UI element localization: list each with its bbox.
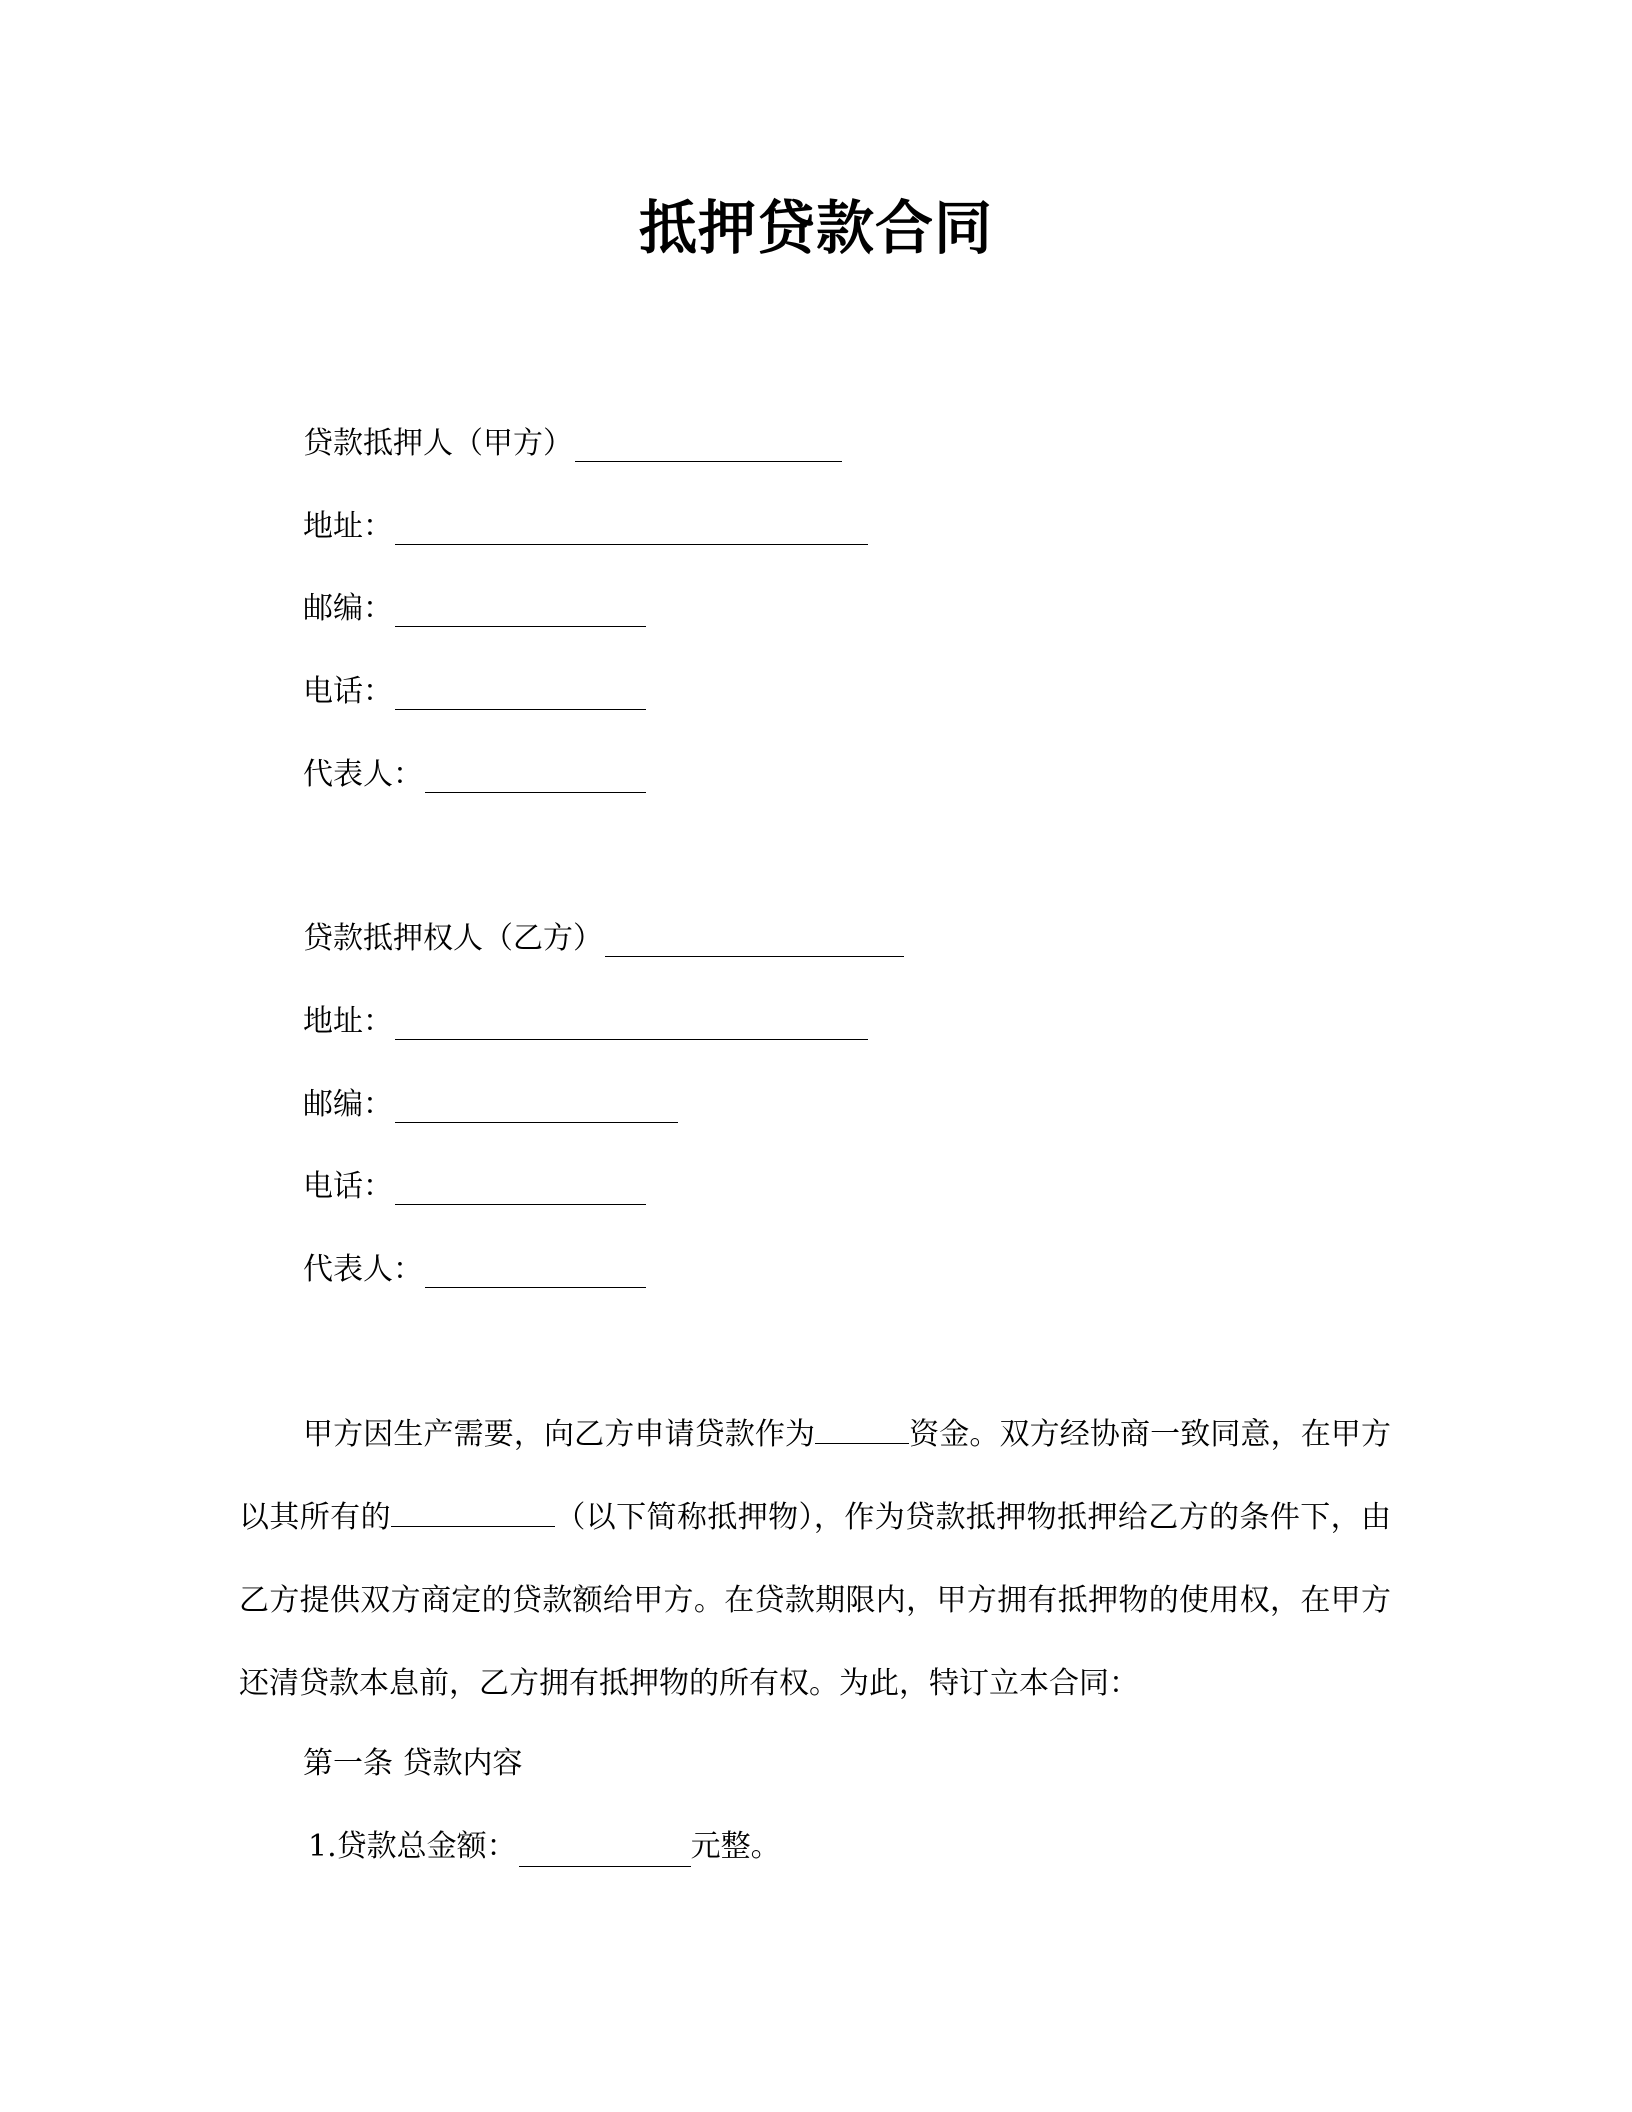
- party-a-name-blank[interactable]: [575, 431, 842, 462]
- party-a-representative-row: [303, 753, 646, 793]
- party-b-phone-row: [303, 1165, 646, 1205]
- party-a-heading-row: [303, 422, 842, 462]
- loan-total-suffix: 元整。: [690, 1829, 781, 1864]
- party-a-postcode-blank[interactable]: [395, 596, 646, 627]
- party-b-address-row: [303, 1000, 868, 1040]
- preamble-part2: 资金。双方经协商一致同意，在甲方以其所有的: [239, 1417, 1392, 1535]
- loan-purpose-blank[interactable]: [815, 1415, 909, 1444]
- party-a-phone-row: [303, 670, 646, 710]
- loan-total-blank[interactable]: [519, 1836, 691, 1867]
- loan-total-label: 1.贷款总金额：: [308, 1829, 517, 1864]
- party-b-postcode-row: [303, 1083, 678, 1123]
- party-b-representative-label: 代表人：: [303, 1252, 423, 1287]
- preamble-paragraph: [239, 1393, 1391, 1725]
- party-b-heading-row: [303, 917, 904, 957]
- party-a-address-label: 地址：: [303, 509, 393, 544]
- party-a-postcode-row: [303, 587, 646, 627]
- party-b-address-blank[interactable]: [395, 1009, 868, 1040]
- party-a-representative-label: 代表人：: [303, 757, 423, 792]
- party-b-phone-label: 电话：: [303, 1169, 393, 1204]
- party-b-representative-row: [303, 1248, 646, 1288]
- party-b-postcode-blank[interactable]: [395, 1092, 678, 1123]
- party-a-postcode-label: 邮编：: [303, 591, 393, 626]
- party-b-address-label: 地址：: [303, 1004, 393, 1039]
- party-a-phone-blank[interactable]: [395, 679, 646, 710]
- party-a-address-row: [303, 505, 868, 545]
- party-a-heading: 贷款抵押人（甲方）: [303, 426, 573, 461]
- party-b-name-blank[interactable]: [605, 926, 904, 957]
- document-title: 抵押贷款合同: [638, 194, 993, 262]
- preamble-part3: （以下简称抵押物），作为贷款抵押物抵押给乙方的条件下，由乙方提供双方商定的贷款额给甲方。在贷款期限内，甲方拥有抵押物的使用权，在甲方还清贷款本息前，乙方拥有抵押物的所有权。为此，特订立本合同：: [239, 1500, 1392, 1701]
- article-1-heading: 第一条 贷款内容: [303, 1746, 523, 1781]
- party-b-heading: 贷款抵押权人（乙方）: [303, 921, 603, 956]
- party-a-representative-blank[interactable]: [425, 762, 646, 793]
- party-b-phone-blank[interactable]: [395, 1174, 646, 1205]
- article-1-item-1: [308, 1827, 781, 1867]
- collateral-blank[interactable]: [391, 1498, 555, 1527]
- party-a-phone-label: 电话：: [303, 674, 393, 709]
- party-b-representative-blank[interactable]: [425, 1257, 646, 1288]
- preamble-part1: 甲方因生产需要，向乙方申请贷款作为: [303, 1417, 816, 1452]
- party-a-address-blank[interactable]: [395, 514, 868, 545]
- party-b-postcode-label: 邮编：: [303, 1087, 393, 1122]
